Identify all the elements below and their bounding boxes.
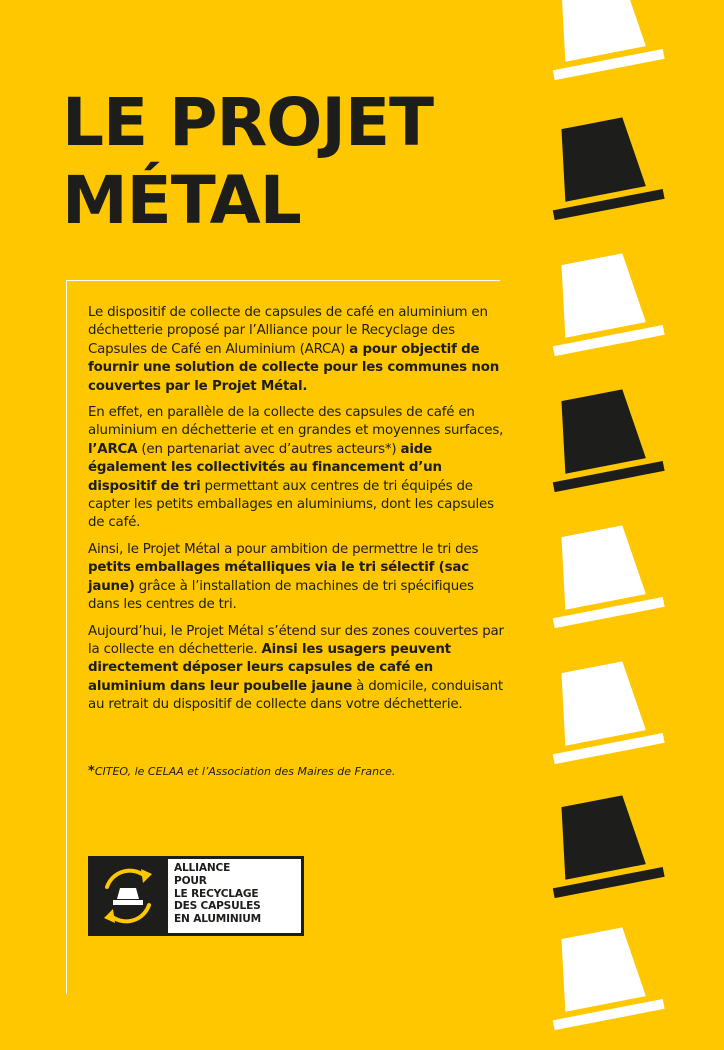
capsule-white-icon bbox=[536, 644, 670, 784]
capsule-white-icon bbox=[536, 910, 670, 1050]
page-title bbox=[62, 84, 433, 240]
paragraph-4 bbox=[88, 623, 508, 715]
capsule-black-icon bbox=[536, 100, 670, 240]
capsule-black-icon bbox=[536, 778, 670, 918]
logo-line: DES CAPSULES bbox=[174, 900, 261, 913]
paragraph-run-bold: petits emballages métalliques via le tri sélectif (sac jaune) bbox=[88, 560, 469, 594]
title-line-2: MÉTAL bbox=[62, 162, 301, 239]
paragraph-run: à domicile, conduisant au retrait du dispositif de collecte dans votre déchetterie. bbox=[88, 678, 503, 713]
footnote bbox=[88, 764, 508, 779]
logo-wordmark bbox=[168, 859, 301, 933]
paragraph-run: Ainsi, le Projet Métal a pour ambition de permettre le tri des bbox=[88, 541, 479, 557]
logo-line: LE RECYCLAGE bbox=[174, 887, 259, 900]
capsule-white-icon bbox=[536, 236, 670, 376]
logo-line: POUR bbox=[174, 874, 207, 887]
paragraph-3 bbox=[88, 541, 508, 615]
arca-logo bbox=[88, 856, 304, 936]
paragraph-run-bold: Ainsi les usagers peuvent directement déposer leurs capsules de café en aluminium dans leur poubelle jaune bbox=[88, 641, 451, 694]
paragraph-run-bold: l’ARCA bbox=[88, 441, 138, 457]
body-text bbox=[88, 304, 508, 723]
recycle-capsule-icon bbox=[92, 860, 164, 932]
capsule-white-icon bbox=[536, 0, 670, 100]
paragraph-run: (en partenariat avec d’autres acteurs*) bbox=[137, 441, 401, 457]
logo-line: ALLIANCE bbox=[174, 862, 231, 874]
capsule-white-icon bbox=[536, 508, 670, 648]
paragraph-1 bbox=[88, 304, 508, 396]
paragraph-run: Le dispositif de collecte de capsules de café en aluminium en déchetterie proposé par l’Alliance pour le Recyclage des Capsules de Café en Aluminium (ARCA) bbox=[88, 305, 488, 357]
paragraph-run: grâce à l’installation de machines de tri spécifiques dans les centres de tri. bbox=[88, 578, 474, 613]
paragraph-run-bold: aide également les collectivités au financement d’un dispositif de tri bbox=[88, 441, 442, 494]
footnote-mark: * bbox=[88, 764, 95, 779]
paragraph-run: Aujourd’hui, le Projet Métal s’étend sur des zones couvertes par la collecte en déchetterie. bbox=[88, 623, 504, 657]
capsule-black-icon bbox=[536, 372, 670, 512]
title-line-1: LE PROJET bbox=[62, 84, 434, 161]
paragraph-run: permettant aux centres de tri équipés de capter les petits emballages en aluminiums, dont les capsules de café. bbox=[88, 478, 494, 531]
frame-top-line bbox=[66, 280, 500, 281]
logo-line: EN ALUMINIUM bbox=[174, 913, 262, 926]
footnote-text: CITEO, le CELAA et l’Association des Maires de France. bbox=[94, 765, 396, 778]
paragraph-2 bbox=[88, 404, 508, 533]
paragraph-run-bold: a pour objectif de fournir une solution de collecte pour les communes non couvertes par le Projet Métal. bbox=[88, 341, 500, 394]
paragraph-run: En effet, en parallèle de la collecte des capsules de café en aluminium en déchetterie et en grandes et moyennes surfaces, bbox=[88, 405, 504, 439]
frame-left-line bbox=[66, 280, 67, 994]
